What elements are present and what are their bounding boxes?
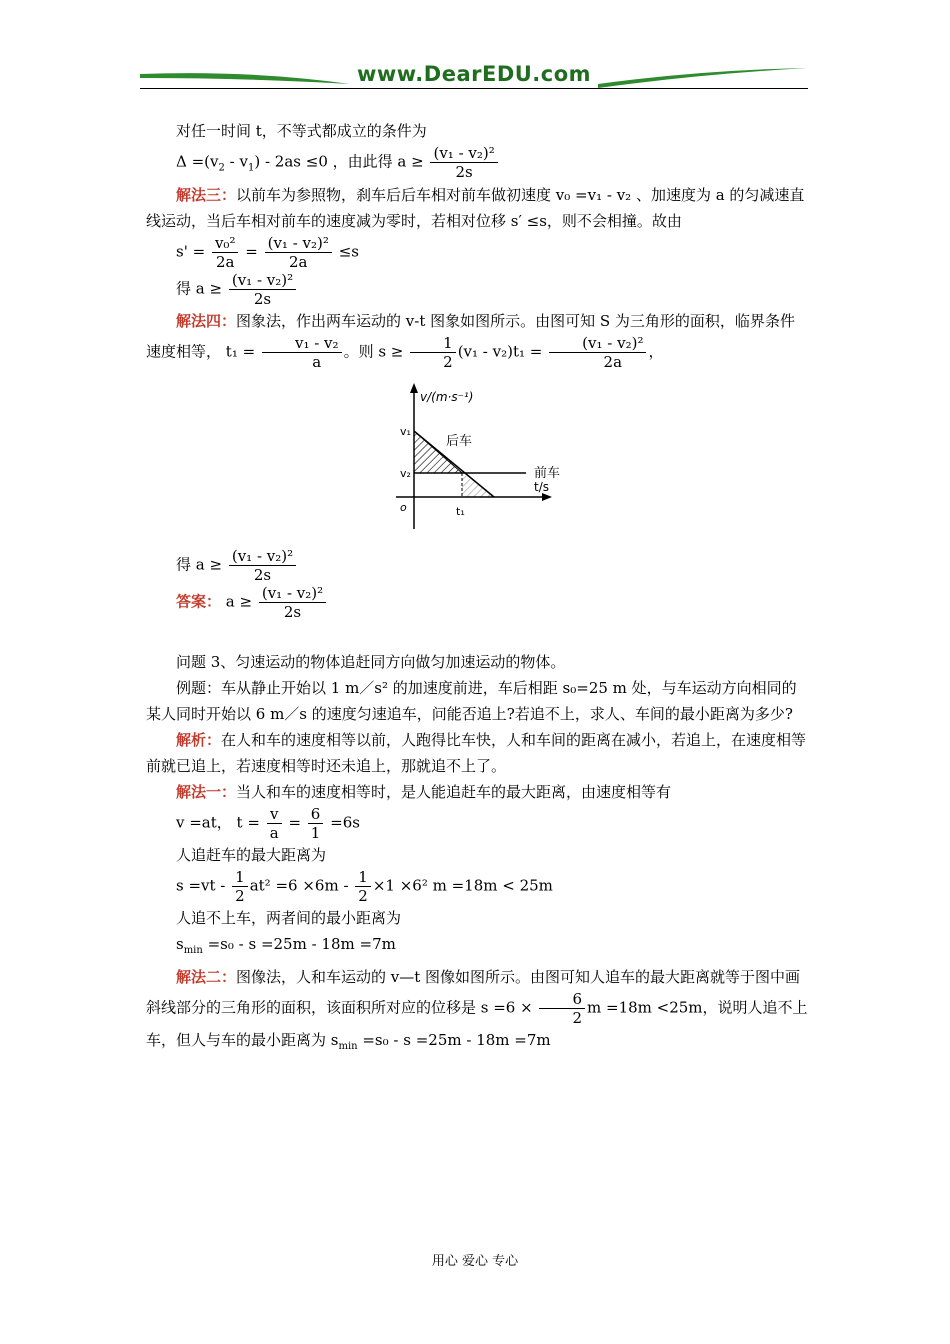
equation-result-a-2: 得 a ≥ $\frac{\text{(v₁ - v₂)²}}{2s}$	[176, 547, 808, 584]
cant-catch-text: 人追不上车，两者间的最小距离为	[176, 908, 402, 927]
paragraph-condition: 对任一时间 t，不等式都成立的条件为	[176, 122, 427, 140]
question-3-example: 例题：车从静止开始以 1 m／s² 的加速度前进，车后相距 s₀=25 m 处，与车运动方向相同的某人同时开始以 6 m／s 的速度匀速追车，问能否追上?若追不上，求人、车间的最小距离为多少?	[146, 678, 797, 723]
paragraph-solution-3: 解法三：以前车为参照物，刹车后后车相对前车做初速度 v₀ =v₁ - v₂ 、加速度为 a 的匀减速直线运动，当后车相对前车的速度减为零时，若相对位移 s′ ≤s，则不会相撞。故由	[146, 185, 805, 230]
equation-relative-displacement: s' = $\frac{\text{v₀²}}{2a}$ = $\frac{\text{(v₁ - v₂)²}}{2a}$ ≤s	[176, 233, 359, 271]
front-car-label: 前车	[534, 465, 561, 481]
solution-2-paragraph: 解法二：图像法，人和车运动的 v—t 图像如图所示。由图可知人追车的最大距离就等于图中画斜线部分的三角形的面积，该面积所对应的位移是 s =6 × $\frac{6}{2}$ m =18m <25m，说明人追不上车，但人与车的最小距离为 $s_{min} =s_0 - s =25m - 18m =7m$	[146, 967, 808, 1052]
question-3-title: 问题 3、匀速运动的物体追赶同方向做匀加速运动的物体。	[176, 652, 566, 671]
analysis-paragraph: 解析：在人和车的速度相等以前，人跑得比车快，人和车间的距离在减小，若追上，在速度相等前就已追上，若速度相等时还未追上，那就追不上了。	[146, 730, 807, 775]
paragraph-solution-4: 解法四：图象法，作出两车运动的 v-t 图象如图所示。由图可知 S 为三角形的面积，临界条件速度相等， t₁ = $\frac{\text{v₁ - v₂}}{a}$ 。则 s ≥ $\frac{1}{2}$ (v₁ - v₂)t₁ = $\frac{\text{(v₁ - v₂)²}}{2a}$ ，	[146, 311, 795, 371]
site-logo: www.DearEDU.com	[356, 62, 592, 86]
equation-time: v =at， t = $\frac{v}{a}$ = $\frac{6}{1}$ =6s	[176, 804, 360, 842]
max-distance-text: 人追赶车的最大距离为	[176, 845, 327, 864]
fraction: $\frac{\text{(v₁ - v₂)²}}{2s}$	[430, 144, 497, 181]
equation-delta: $\Delta =(v_2 - v_1) - 2as \le 0$ ，由此得 a ≥ $\frac{\text{(v₁ - v₂)²}}{2s}$	[176, 144, 808, 182]
vt-graph-svg	[386, 379, 626, 539]
solution-1-paragraph: 解法一：当人和车的速度相等时，是人能追赶车的最大距离，由速度相等有	[176, 782, 672, 801]
header-rule	[140, 88, 808, 89]
page-footer: 用心 爱心 专心	[431, 1254, 519, 1269]
rear-car-label: 后车	[446, 433, 473, 449]
v2-label: v₂	[400, 466, 411, 480]
answer-line: 答案： a ≥ $\frac{\text{(v₁ - v₂)²}}{2s}$	[176, 584, 808, 621]
document-body	[146, 118, 808, 1060]
equation-result-a: 得 a ≥ $\frac{\text{(v₁ - v₂)²}}{2s}$	[176, 271, 808, 308]
axis-y-label: v/(m·s⁻¹)	[420, 389, 474, 404]
x-axis-arrow	[542, 493, 552, 501]
v1-label: v₁	[400, 424, 411, 438]
page-header	[140, 60, 808, 100]
vt-graph	[386, 379, 626, 539]
origin-label: o	[400, 500, 407, 514]
t1-label: t₁	[456, 504, 465, 518]
equation-distance: s =vt - $\frac{1}{2}$ at² =6 ×6m - $\frac{1}{2}$ ×1 ×6² m =18m < 25m	[176, 867, 553, 905]
y-axis-arrow	[410, 383, 418, 393]
axis-x-label: t/s	[534, 479, 549, 494]
equation-min-distance: $s_{min} =s_0 - s =25m - 18m =7m$	[176, 934, 396, 956]
